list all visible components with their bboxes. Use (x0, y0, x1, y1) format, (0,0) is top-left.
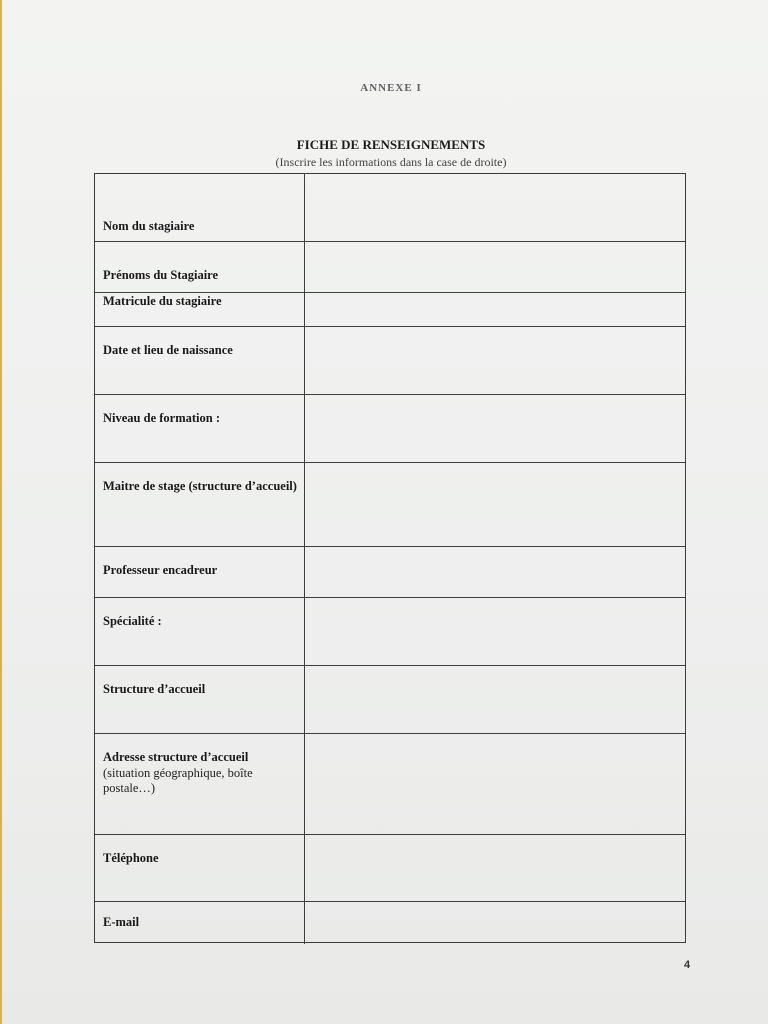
value-cell-naissance[interactable] (305, 327, 685, 395)
field-label-adresse-title: Adresse structure d’accueil (103, 750, 249, 764)
value-cell-professeur[interactable] (305, 547, 685, 598)
label-cell-adresse (95, 734, 305, 835)
label-cell-niveau (95, 395, 305, 463)
value-cell-telephone[interactable] (305, 835, 685, 902)
field-label-professeur: Professeur encadreur (103, 563, 218, 577)
label-cell-nom (95, 174, 305, 242)
field-label-prenoms: Prénoms du Stagiaire (103, 268, 219, 283)
value-cell-maitre-stage[interactable] (305, 463, 685, 547)
field-label-specialite: Spécialité : (103, 614, 162, 628)
annex-heading: ANNEXE I (360, 82, 422, 94)
field-label-adresse-detail: (situation géographique, boîte postale…) (103, 765, 253, 796)
label-cell-matricule (95, 293, 305, 327)
label-cell-telephone (95, 835, 305, 902)
form-instructions: (Inscrire les informations dans la case de droite) (275, 155, 507, 169)
value-cell-adresse[interactable] (305, 734, 685, 835)
field-label-naissance: Date et lieu de naissance (103, 343, 233, 357)
value-cell-prenoms[interactable] (305, 242, 685, 293)
field-label-structure: Structure d’accueil (103, 682, 206, 696)
value-cell-nom[interactable] (305, 174, 685, 242)
field-label-email: E-mail (103, 915, 140, 930)
field-label-nom: Nom du stagiaire (103, 219, 195, 234)
value-cell-niveau[interactable] (305, 395, 685, 463)
label-cell-professeur (95, 547, 305, 598)
label-cell-structure (95, 666, 305, 734)
label-cell-specialite (95, 598, 305, 666)
field-label-telephone: Téléphone (103, 851, 159, 865)
form-title: FICHE DE RENSEIGNEMENTS (296, 137, 486, 152)
field-label-niveau: Niveau de formation : (103, 411, 220, 425)
field-label-matricule: Matricule du stagiaire (103, 294, 222, 308)
label-cell-naissance (95, 327, 305, 395)
label-cell-email (95, 902, 305, 944)
value-cell-specialite[interactable] (305, 598, 685, 666)
information-form-table (94, 173, 686, 943)
value-cell-matricule[interactable] (305, 293, 685, 327)
label-cell-maitre-stage (95, 463, 305, 547)
value-cell-email[interactable] (305, 902, 685, 944)
page-number: 4 (684, 959, 691, 971)
field-label-maitre-stage: Maitre de stage (structure d’accueil) (103, 479, 297, 493)
label-cell-prenoms (95, 242, 305, 293)
field-label-adresse (103, 750, 298, 797)
value-cell-structure[interactable] (305, 666, 685, 734)
